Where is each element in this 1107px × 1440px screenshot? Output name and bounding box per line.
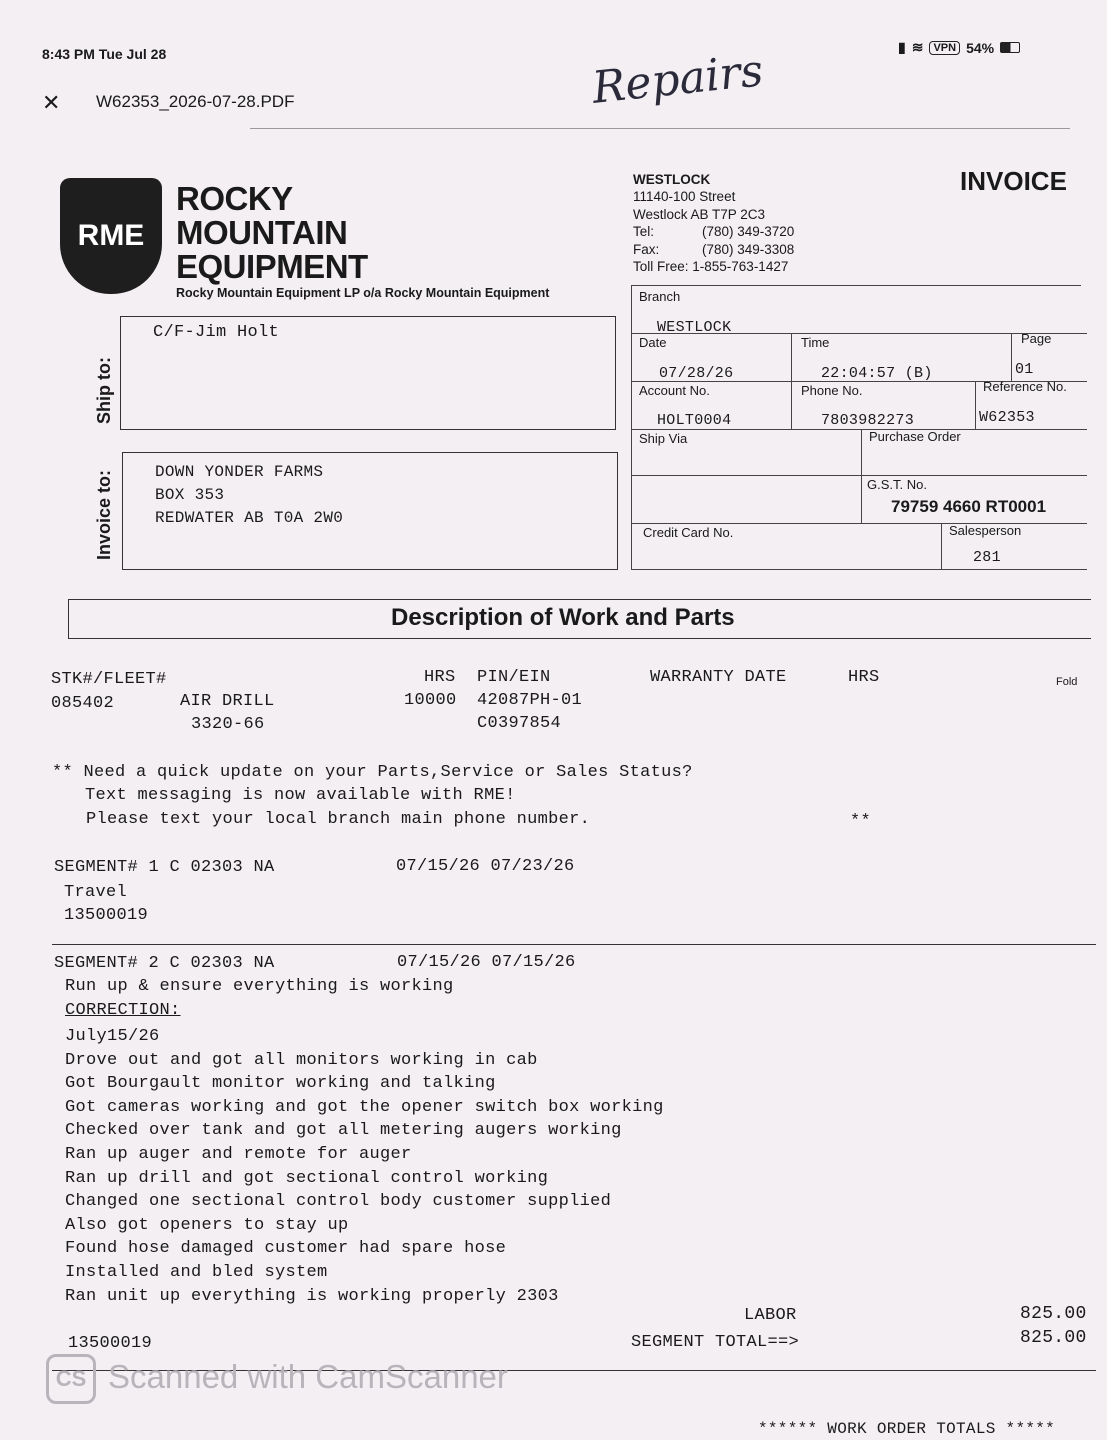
page-label: Page xyxy=(1021,331,1052,346)
branch-tollfree: Toll Free: 1-855-763-1427 xyxy=(633,259,789,275)
unit-hrs: 10000 xyxy=(404,691,457,710)
segment-1-line: Travel xyxy=(64,883,128,902)
col-hrs: HRS xyxy=(424,668,456,687)
address-line: DOWN YONDER FARMS xyxy=(155,463,324,481)
ship-to-box xyxy=(120,316,616,430)
brand-line-3: EQUIPMENT xyxy=(176,248,368,285)
grid-line xyxy=(631,333,1087,334)
grid-line xyxy=(861,429,862,523)
grid-line xyxy=(631,475,1087,476)
work-line: Also got openers to stay up xyxy=(65,1215,349,1235)
rme-badge-text: RME xyxy=(77,219,145,252)
work-line: July15/26 xyxy=(65,1027,160,1046)
status-icons xyxy=(898,39,1020,56)
work-line: Installed and bled system xyxy=(65,1262,328,1282)
correction-label: CORRECTION: xyxy=(65,1001,181,1020)
page-value: 01 xyxy=(1015,361,1034,378)
unit-stk: 085402 xyxy=(51,694,115,713)
time-label: Time xyxy=(801,335,830,350)
col-pin: PIN/EIN xyxy=(477,668,551,687)
branch-label: Branch xyxy=(639,289,681,304)
divider xyxy=(250,128,1070,129)
date-label: Date xyxy=(639,335,667,350)
handwritten-note: Repairs xyxy=(589,45,766,114)
work-line: Found hose damaged customer had spare hose xyxy=(65,1239,507,1259)
work-line: Checked over tank and got all metering augers working xyxy=(65,1121,622,1141)
gst-label: G.S.T. No. xyxy=(867,477,927,492)
branch-tel xyxy=(633,223,794,240)
phone-value: 7803982273 xyxy=(821,412,915,429)
battery-icon xyxy=(1000,42,1020,53)
vpn-badge: VPN xyxy=(929,41,960,55)
work-line: Ran up drill and got sectional control working xyxy=(65,1168,549,1188)
time-value: 22:04:57 (B) xyxy=(821,365,933,382)
wifi-icon: ≋ xyxy=(911,39,924,55)
work-line: Changed one sectional control body customer supplied xyxy=(65,1192,612,1212)
status-time: 8:43 PM Tue Jul 28 xyxy=(42,46,167,62)
branch-value: WESTLOCK xyxy=(657,319,732,336)
segment-1-dates: 07/15/26 07/23/26 xyxy=(396,857,575,876)
reference-label: Reference No. xyxy=(983,379,1067,394)
work-line: Got cameras working and got the opener switch box working xyxy=(65,1097,664,1117)
document-title: INVOICE xyxy=(960,166,1067,196)
address-line: REDWATER AB T0A 2W0 xyxy=(155,509,344,527)
segment-2-work-lines xyxy=(65,1025,664,1308)
segment-2-dates: 07/15/26 07/15/26 xyxy=(397,953,576,972)
grid-line xyxy=(941,523,942,570)
brand-line-2: MOUNTAIN xyxy=(176,214,348,251)
battery-percent: 54% xyxy=(966,39,995,56)
notice-end: ** xyxy=(850,812,872,831)
segment-1-line: 13500019 xyxy=(64,906,149,925)
work-line: Drove out and got all monitors working in cab xyxy=(65,1050,538,1070)
address-line: BOX 353 xyxy=(155,486,225,504)
fax-value: (780) 349-3308 xyxy=(702,241,795,257)
brand-tagline: Rocky Mountain Equipment LP o/a Rocky Mountain Equipment xyxy=(176,286,550,300)
credit-card-label: Credit Card No. xyxy=(643,525,734,540)
gst-value: 79759 4660 RT0001 xyxy=(891,497,1047,516)
ship-to-value: C/F-Jim Holt xyxy=(153,323,280,342)
notice-line-3: Please text your local branch main phone number. xyxy=(86,810,591,829)
signal-icon: ▮ xyxy=(898,39,906,55)
work-line: Ran up auger and remote for auger xyxy=(65,1144,412,1164)
labor-amount: 825.00 xyxy=(1020,1304,1087,1324)
phone-label: Phone No. xyxy=(801,383,863,398)
work-line: Ran unit up everything is working properly 2303 xyxy=(65,1286,559,1306)
date-value: 07/28/26 xyxy=(659,365,734,382)
work-order-totals: ****** WORK ORDER TOTALS ***** xyxy=(758,1420,1056,1438)
invoice-to-box xyxy=(122,452,618,570)
fold-mark: Fold xyxy=(1056,676,1078,688)
file-name: W62353_2026-07-28.PDF xyxy=(96,92,295,111)
grid-line xyxy=(631,285,1081,286)
segment-divider xyxy=(52,944,1096,945)
fax-label: Fax: xyxy=(633,241,660,257)
segment-2-header: SEGMENT# 2 C 02303 NA xyxy=(54,954,275,973)
grid-line xyxy=(631,569,1087,570)
col-stk: STK#/FLEET# xyxy=(51,670,167,689)
unit-desc: AIR DRILL xyxy=(180,692,275,711)
section-title-box xyxy=(68,599,1091,639)
segment-total-amount: 825.00 xyxy=(1020,1328,1087,1348)
camscanner-logo xyxy=(46,1354,96,1404)
col-warranty: WARRANTY DATE xyxy=(650,668,787,687)
invoice-to-label: Invoice to: xyxy=(94,469,114,560)
work-line: Got Bourgault monitor working and talking xyxy=(65,1074,496,1094)
branch-street: 11140-100 Street xyxy=(633,189,736,205)
invoice-info-grid xyxy=(631,285,1087,570)
brand-name xyxy=(176,182,368,284)
tel-value: (780) 349-3720 xyxy=(702,224,795,240)
rme-logo-shield xyxy=(60,178,162,294)
branch-fax xyxy=(633,241,794,258)
ship-via-label: Ship Via xyxy=(639,431,688,446)
grid-line xyxy=(975,381,976,429)
branch-name: WESTLOCK xyxy=(633,172,711,187)
brand-line-1: ROCKY xyxy=(176,180,293,217)
branch-address xyxy=(633,171,794,275)
account-label: Account No. xyxy=(639,383,710,398)
reference-value: W62353 xyxy=(979,409,1035,426)
salesperson-value: 281 xyxy=(973,549,1001,566)
grid-line xyxy=(631,285,632,570)
segment-total-label: SEGMENT TOTAL==> xyxy=(631,1333,800,1352)
invoice-to-address xyxy=(155,461,343,530)
unit-ein: C0397854 xyxy=(477,714,562,733)
segment-2-complaint: Run up & ensure everything is working xyxy=(65,977,454,996)
grid-line xyxy=(1011,333,1012,381)
labor-label: LABOR xyxy=(744,1306,797,1325)
purchase-order-label: Purchase Order xyxy=(869,429,961,444)
col-hrs-2: HRS xyxy=(848,668,880,687)
segment-1-header: SEGMENT# 1 C 02303 NA xyxy=(54,858,275,877)
unit-model: 3320-66 xyxy=(191,715,265,734)
camscanner-watermark: Scanned with CamScanner xyxy=(108,1358,508,1395)
section-title: Description of Work and Parts xyxy=(391,604,735,631)
camscanner-badge-text: CS xyxy=(55,1366,87,1391)
unit-pin: 42087PH-01 xyxy=(477,691,583,710)
salesperson-label: Salesperson xyxy=(949,523,1022,538)
branch-city: Westlock AB T7P 2C3 xyxy=(633,206,766,222)
close-icon[interactable]: ✕ xyxy=(42,90,61,115)
notice-line-2: Text messaging is now available with RME! xyxy=(85,786,516,805)
ship-to-label: Ship to: xyxy=(94,357,114,424)
tel-label: Tel: xyxy=(633,224,655,240)
account-value: HOLT0004 xyxy=(657,412,732,429)
grid-line xyxy=(631,429,1087,430)
segment-2-code: 13500019 xyxy=(68,1334,153,1353)
notice-line-1: ** Need a quick update on your Parts,Service or Sales Status? xyxy=(52,763,693,782)
